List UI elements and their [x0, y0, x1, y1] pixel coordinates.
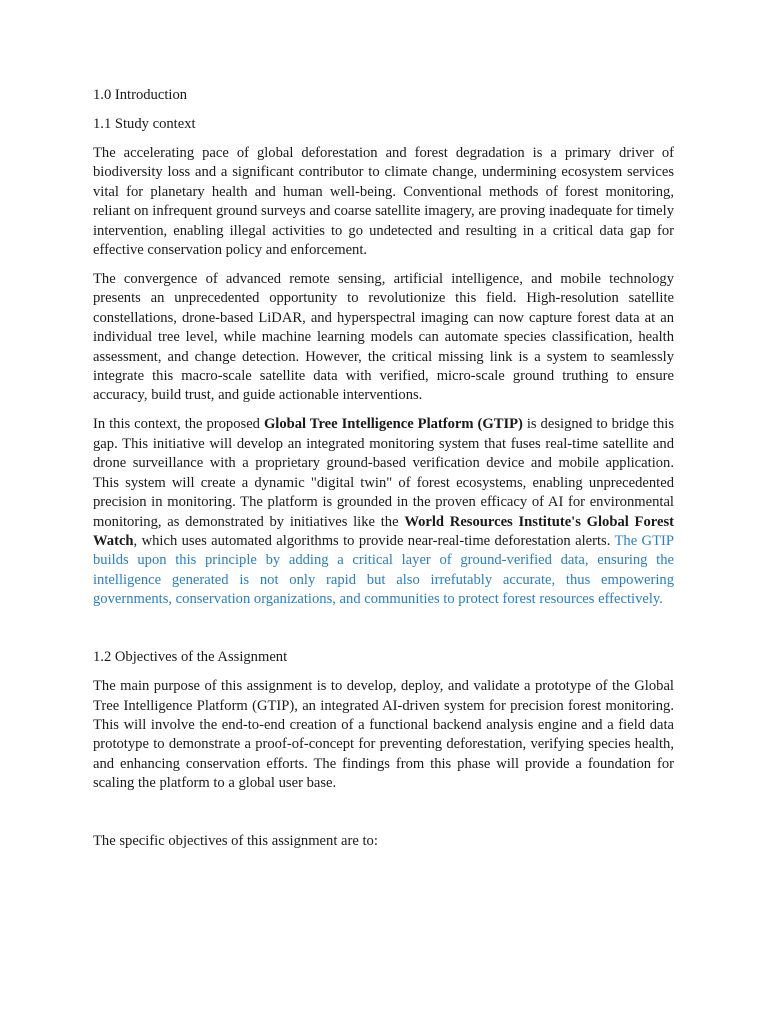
- gfw-description-text: , which uses automated algorithms to provide near-real-time deforestation alerts.: [133, 532, 615, 549]
- heading-study-context: 1.1 Study context: [93, 116, 196, 132]
- paragraph-technology-convergence: The convergence of advanced remote sensing, artificial intelligence, and mobile technology presents an unprecedented opportunity to revolutionize this field. High-resolution satellite constellations, drone-based LiDAR, and hyperspectral imaging can now capture forest data at an individual tree level, while machine learning models can automate species classification, health assessment, and change detection. However, the critical missing link is a system to seamlessly integrate this macro-scale satellite data with verified, micro-scale ground truthing to ensure accuracy, build trust, and guide actionable interventions.: [93, 271, 674, 404]
- paragraph-specific-objectives: The specific objectives of this assignment are to:: [93, 833, 378, 850]
- highlighted-text: The GTIP builds upon this principle by adding a critical layer of ground-verified data, ensuring the intelligence generated is not only rapid but also irrefutably accurate, thus empowering governments, conservation organizations, and communities to protect forest resources effectively.: [93, 532, 674, 608]
- heading-introduction: 1.0 Introduction: [93, 87, 188, 103]
- gtip-intro-text: In this context, the proposed: [93, 416, 264, 433]
- gtip-description-text: is designed to bridge this gap. This initiative will develop an integrated monitoring system that fuses real-time satellite and drone surveillance with a proprietary ground-based verification device and mobile application. This system will create a dynamic "digital twin" of forest ecosystems, enabling unprecedented precision in monitoring. The platform is grounded in the proven efficacy of AI for environmental monitoring, as demonstrated by initiatives like the: [93, 416, 675, 530]
- heading-objectives: 1.2 Objectives of the Assignment: [93, 649, 288, 666]
- spacer: [93, 619, 674, 648]
- spacer: [93, 803, 674, 832]
- paragraph-deforestation-context: The accelerating pace of global deforestation and forest degradation is a primary driver of biodiversity loss and a significant contributor to climate change, undermining ecosystem services vital for planetary health and human well-being. Conventional methods of forest monitoring, reliant on infrequent ground surveys and coarse satellite imagery, are proving inadequate for timely intervention, enabling illegal activities to go undetected and resulting in a critical data gap for effective conservation policy and enforcement.: [93, 145, 674, 259]
- paragraph-gtip-proposal: [93, 415, 674, 609]
- document-page: [93, 86, 674, 861]
- paragraph-main-purpose: The main purpose of this assignment is to develop, deploy, and validate a prototype of the Global Tree Intelligence Platform (GTIP), an integrated AI-driven system for precision forest monitoring. This will involve the end-to-end creation of a functional backend analysis engine and a field data prototype to demonstrate a proof-of-concept for preventing deforestation, verifying species health, and enhancing conservation efforts. The findings from this phase will provide a foundation for scaling the platform to a global user base.: [93, 678, 674, 792]
- gtip-name-bold: Global Tree Intelligence Platform (GTIP): [263, 416, 523, 433]
- wri-gfw-bold: World Resources Institute's Global Forest Watch: [93, 513, 674, 549]
